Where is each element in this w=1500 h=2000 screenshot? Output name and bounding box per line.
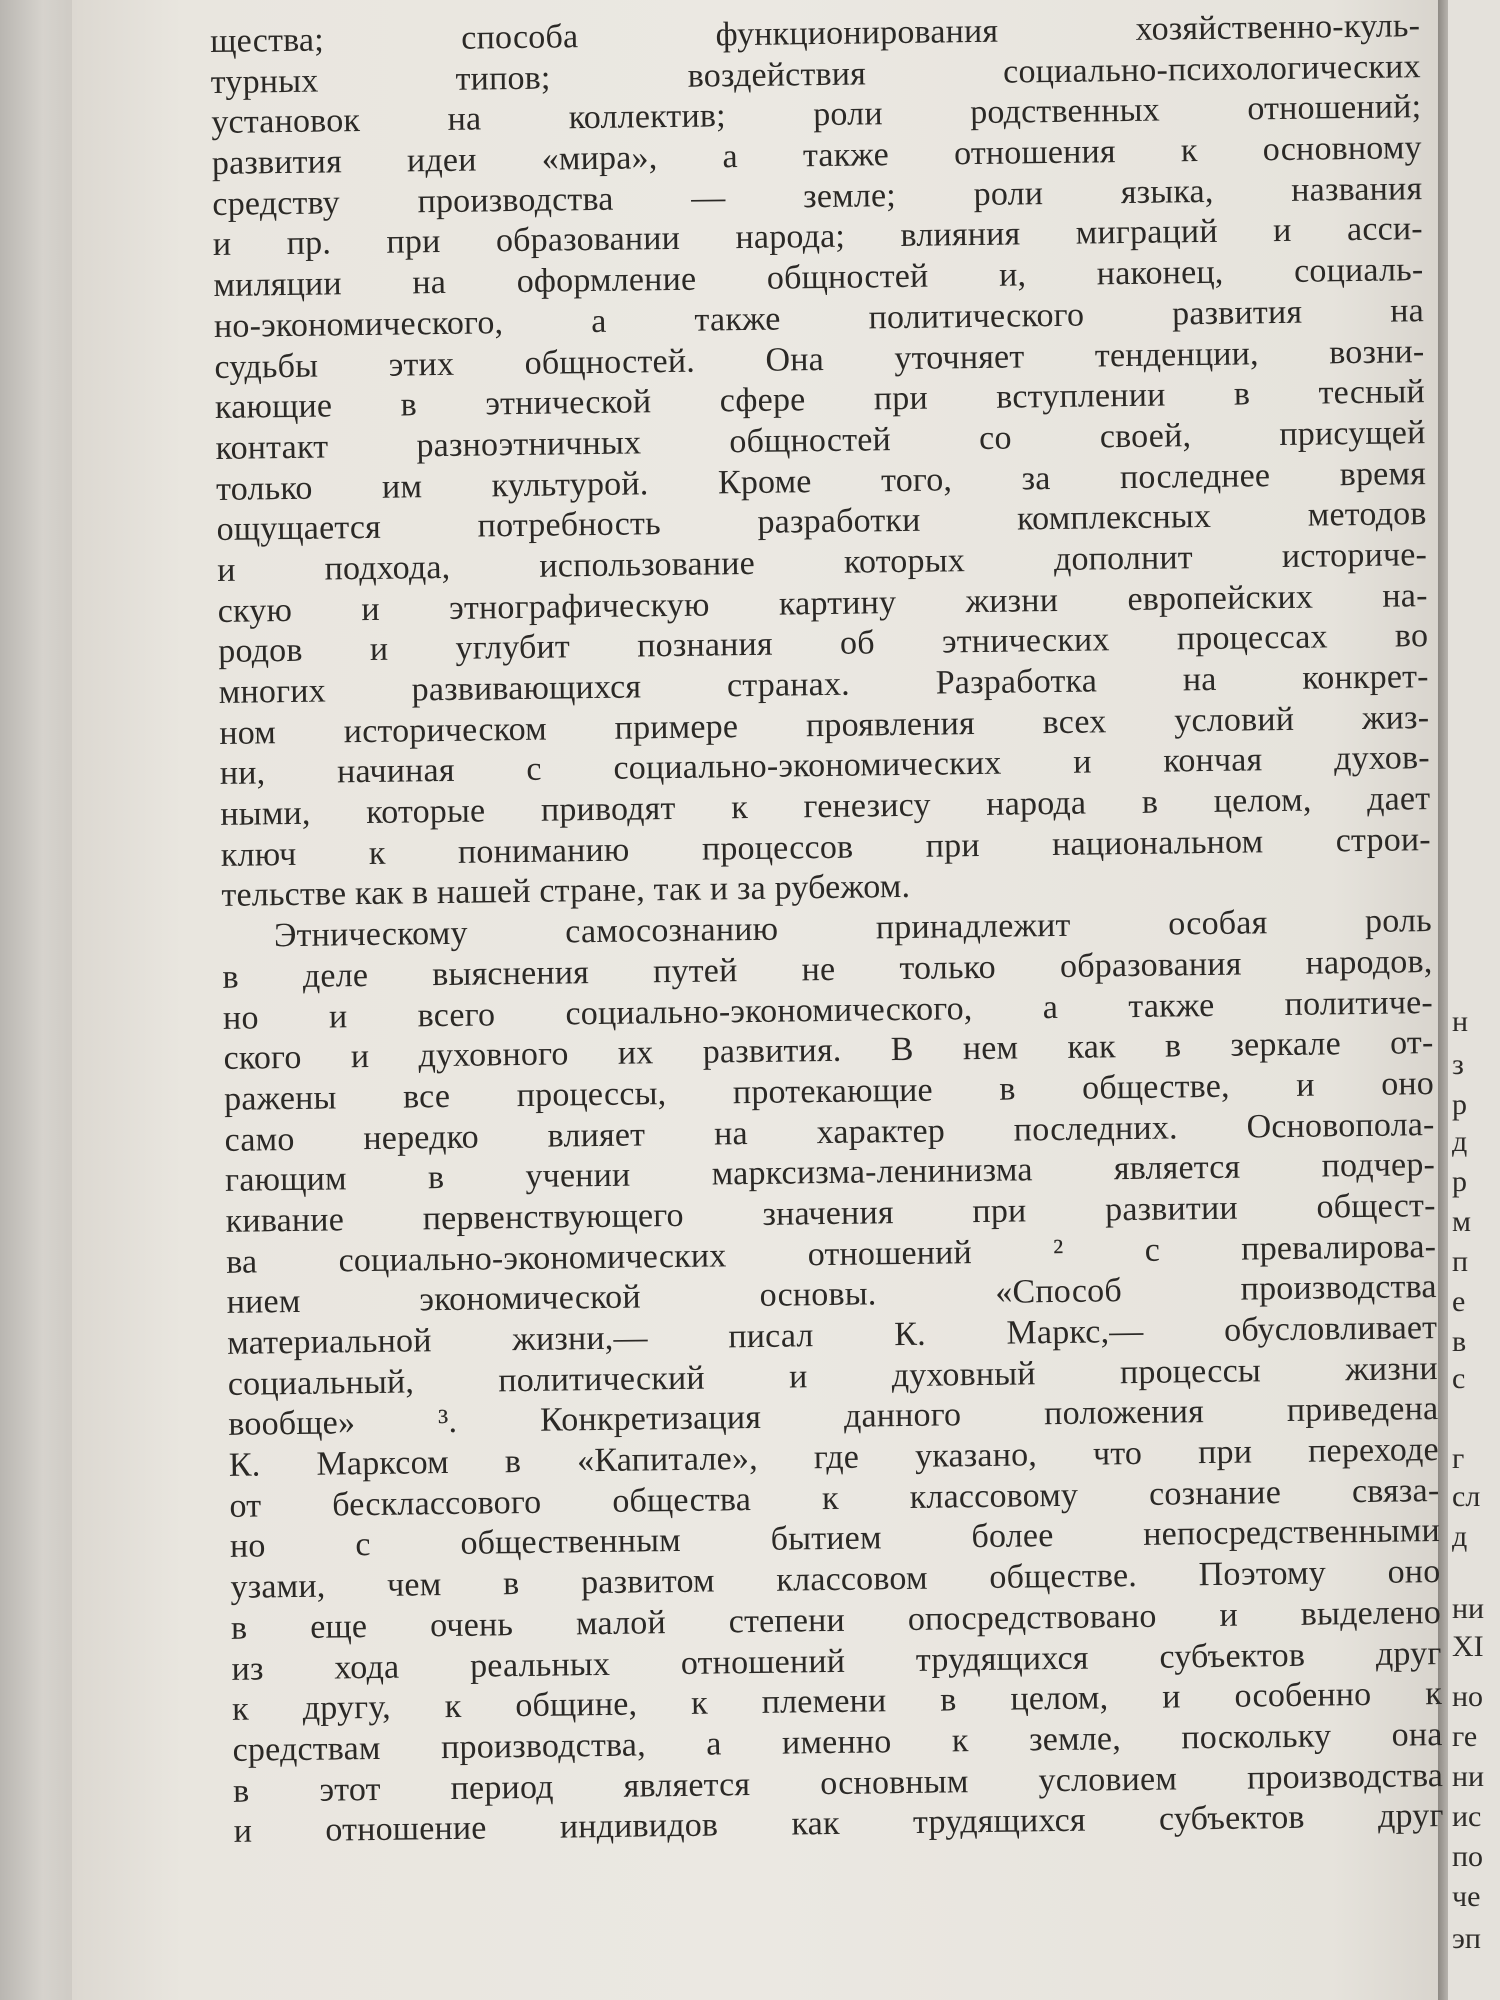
facing-fragment: эп — [1452, 1922, 1481, 1955]
facing-fragment: п — [1452, 1245, 1469, 1278]
text-line: и пр. при образовании народа; влияния миграций и асси- — [212, 210, 1424, 264]
facing-fragment: д — [1452, 1125, 1468, 1158]
text-line: миляции на оформление общностей и, наконец, социаль- — [213, 251, 1424, 305]
text-line: в деле выяснения путей не только образования народов, — [222, 942, 1433, 996]
text-line: к другу, к общине, к племени в целом, и особенно к — [231, 1675, 1443, 1729]
text-line: узами, чем в развитом классовом обществе. Поэтому оно — [230, 1553, 1441, 1606]
text-line: щества; способа функционирования хозяйственно-куль- — [210, 7, 1421, 60]
text-line: материальной жизни,— писал К. Маркс,— обусловливает — [227, 1309, 1438, 1362]
text-line: кающие в этнической сфере при вступлении в тесный — [214, 373, 1426, 427]
facing-page-edge — [1448, 0, 1500, 2000]
text-line: тельстве как в нашей стране, так и за рубежом. — [221, 868, 911, 915]
paragraph-2 — [222, 901, 1444, 1853]
text-line: кивание первенствующего значения при развитии общест- — [225, 1186, 1436, 1240]
text-line: ключ к пониманию процессов при национальном строи- — [220, 820, 1432, 874]
facing-fragment: по — [1452, 1840, 1484, 1873]
facing-fragment: з — [1452, 1048, 1464, 1081]
text-line: в еще очень малой степени опосредствовано и выделено — [230, 1593, 1442, 1647]
text-line: но и всего социально-экономического, а также политиче- — [222, 983, 1434, 1037]
facing-fragment: н — [1452, 1005, 1469, 1038]
facing-fragment: ни — [1452, 1592, 1485, 1625]
text-line: контакт разноэтничных общностей со своей, присущей — [215, 414, 1426, 467]
text-line: ном историческом примере проявления всех условий жиз- — [219, 698, 1430, 752]
facing-fragment: XI — [1452, 1630, 1484, 1663]
text-line: но-экономического, а также политического развития на — [213, 291, 1425, 345]
facing-fragment: с — [1452, 1362, 1466, 1395]
text-line: только им культурой. Кроме того, за последнее время — [215, 454, 1427, 508]
text-line: Этническому самосознанию принадлежит особая роль — [273, 902, 1433, 955]
facing-fragment: р — [1452, 1088, 1467, 1121]
text-line: из хода реальных отношений трудящихся субъектов друг — [231, 1634, 1442, 1688]
text-line: и отношение индивидов как трудящихся субъектов друг — [233, 1797, 1444, 1851]
facing-fragment: е — [1452, 1285, 1466, 1318]
text-line: вообще» ³. Конкретизация данного положения приведена — [228, 1390, 1439, 1444]
text-line: развития идеи «мира», а также отношения к основному — [211, 129, 1422, 183]
text-line: турных типов; воздействия социально-психологических — [210, 47, 1421, 101]
text-line: ни, начиная с социально-экономических и кончая духов- — [219, 739, 1430, 793]
text-line: родов и углубит познания об этнических процессах во — [218, 617, 1429, 671]
facing-fragment: но — [1452, 1680, 1484, 1713]
facing-fragment: ис — [1452, 1800, 1482, 1833]
facing-fragment: г — [1452, 1442, 1465, 1475]
text-line: но с общественным бытием более непосредственными — [229, 1512, 1441, 1566]
text-line: ощущается потребность разработки комплексных методов — [216, 495, 1427, 549]
text-line: средствам производства, а именно к земле, поскольку она — [232, 1715, 1443, 1769]
facing-fragment: сл — [1452, 1480, 1481, 1513]
text-line: ва социально-экономических отношений ² с превалирова- — [225, 1227, 1437, 1281]
text-line: само нередко влияет на характер последних. Основопола- — [224, 1105, 1435, 1159]
text-line: ными, которые приводят к генезису народа в целом, дает — [220, 780, 1431, 833]
text-line: ражены все процессы, протекающие в обществе, и оно — [223, 1064, 1435, 1118]
text-line: в этот период является основным условием производства — [232, 1756, 1444, 1810]
text-line: от бесклассового общества к классовому сознание связа- — [229, 1471, 1440, 1525]
text-line: гающим в учении марксизма-ленинизма является подчер- — [224, 1146, 1436, 1200]
facing-fragment: д — [1452, 1520, 1468, 1553]
paragraph-1 — [210, 6, 1432, 917]
facing-fragment: че — [1452, 1880, 1481, 1913]
text-line: средству производства — земле; роли языка, названия — [212, 169, 1423, 223]
left-margin — [0, 0, 72, 2000]
facing-fragment: р — [1452, 1165, 1467, 1198]
page-text — [210, 6, 1444, 1853]
facing-fragment: м — [1452, 1205, 1471, 1238]
text-line: и подхода, использование которых дополнит историче- — [216, 536, 1428, 589]
text-line: нием экономической основы. «Способ производства — [226, 1268, 1437, 1322]
facing-fragment: в — [1452, 1325, 1467, 1358]
text-line: многих развивающихся странах. Разработка на конкрет- — [218, 658, 1429, 711]
facing-fragment: ни — [1452, 1760, 1485, 1793]
text-line: судьбы этих общностей. Она уточняет тенденции, возни- — [214, 332, 1425, 386]
text-line: ского и духовного их развития. В нем как в зеркале от- — [223, 1024, 1434, 1078]
text-line: скую и этнографическую картину жизни европейских на- — [217, 576, 1428, 630]
text-line: социальный, политический и духовный процессы жизни — [227, 1349, 1438, 1403]
text-line: установок на коллектив; роли родственных отношений; — [211, 88, 1422, 142]
text-line: К. Марксом в «Капитале», где указано, что при переходе — [228, 1431, 1440, 1484]
facing-fragment: ге — [1452, 1720, 1478, 1753]
